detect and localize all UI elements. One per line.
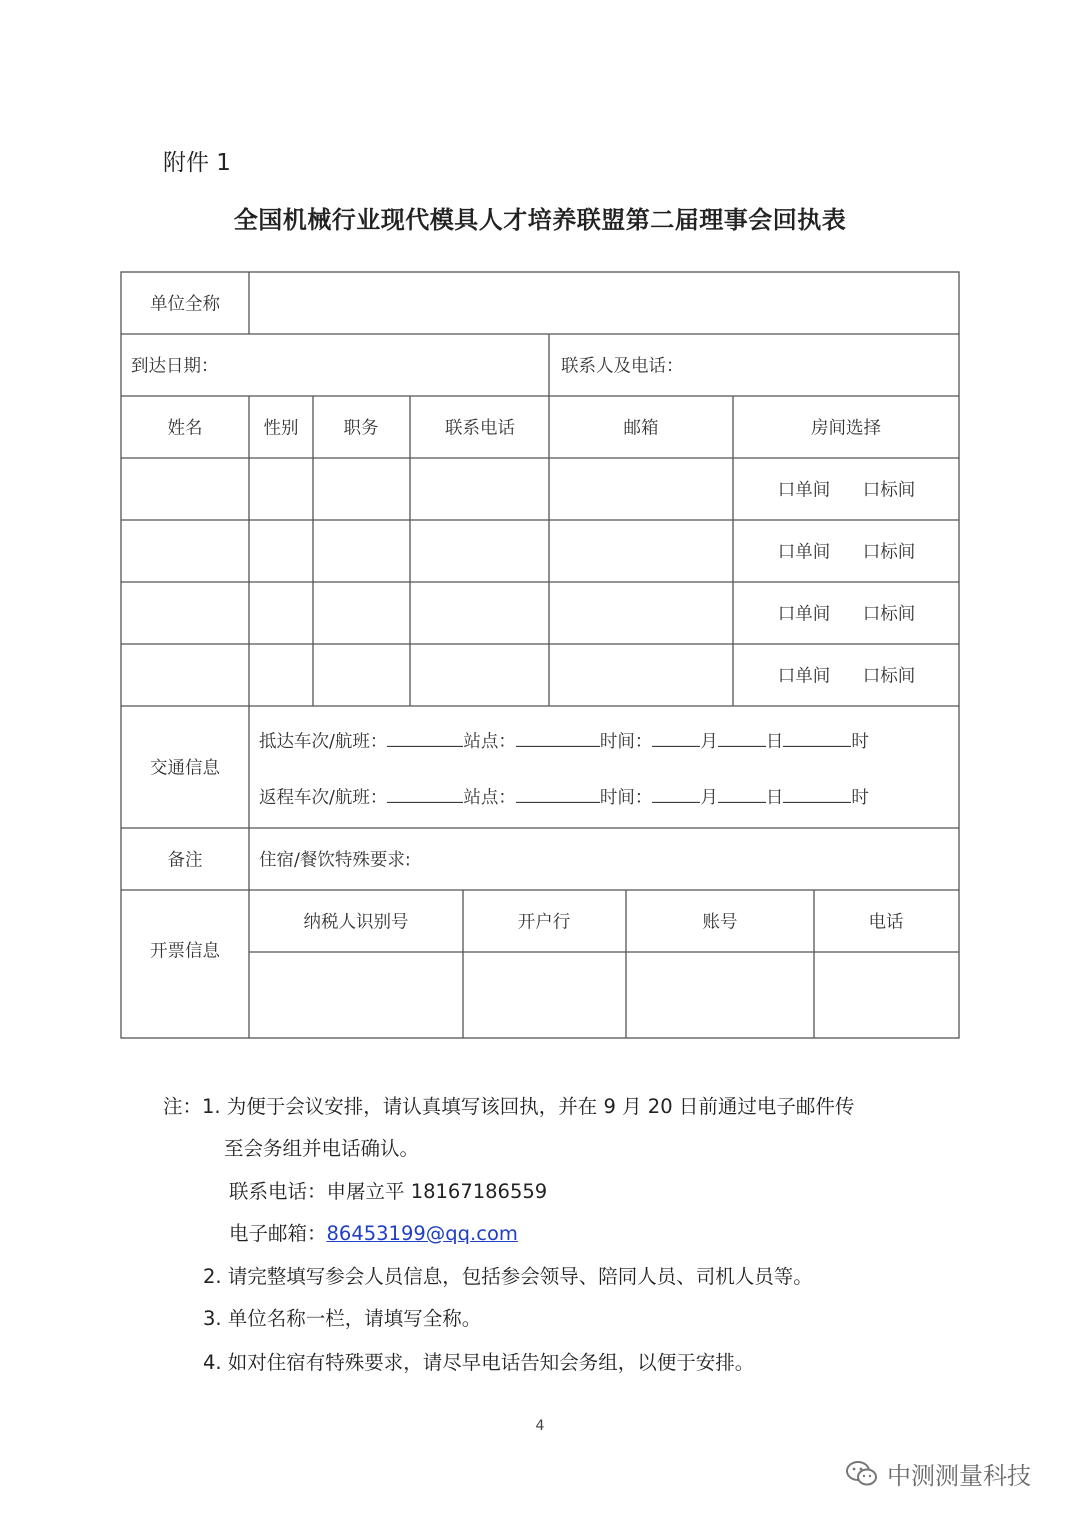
note-3: 3. 单位名称一栏，请填写全称。 [203, 1307, 482, 1330]
transport-label: 交通信息 [150, 758, 220, 779]
room-single-option[interactable]: 口单间 [777, 542, 831, 563]
invoice-col-phone: 电话 [868, 912, 904, 933]
invoice-col-account: 账号 [702, 912, 738, 933]
email-link[interactable]: 86453199@qq.com [326, 1222, 518, 1245]
unit-name-field[interactable] [252, 276, 956, 331]
invoice-col-bank: 开户行 [517, 912, 571, 933]
attachment-label: 附件 1 [163, 150, 231, 176]
wechat-icon [845, 1460, 879, 1488]
arrival-transport-line: 抵达车次/航班： 站点： 时间： 月 日 时 [259, 727, 869, 753]
email-label: 电子邮箱： [229, 1222, 327, 1245]
col-gender: 性别 [263, 418, 299, 439]
return-transport-line: 返程车次/航班： 站点： 时间： 月 日 时 [259, 783, 869, 809]
note-4: 4. 如对住宿有特殊要求，请尽早电话告知会务组，以便于安排。 [203, 1351, 755, 1374]
col-phone: 联系电话 [445, 418, 515, 439]
remarks-label: 备注 [167, 850, 203, 871]
room-single-option[interactable]: 口单间 [777, 666, 831, 687]
col-room: 房间选择 [811, 418, 881, 439]
document-title: 全国机械行业现代模具人才培养联盟第二届理事会回执表 [233, 206, 847, 234]
remarks-text: 住宿/餐饮特殊要求: [259, 850, 411, 871]
contact-label: 联系人及电话： [561, 356, 684, 377]
room-standard-option[interactable]: 口标间 [862, 480, 916, 501]
email-line [229, 1218, 518, 1246]
watermark-text: 中测测量科技 [887, 1462, 1031, 1490]
room-standard-option[interactable]: 口标间 [862, 604, 916, 625]
note-2: 2. 请完整填写参会人员信息，包括参会领导、陪同人员、司机人员等。 [203, 1265, 813, 1288]
col-name: 姓名 [167, 418, 203, 439]
room-standard-option[interactable]: 口标间 [862, 666, 916, 687]
invoice-label: 开票信息 [150, 941, 220, 962]
col-position: 职务 [343, 418, 379, 439]
room-single-option[interactable]: 口单间 [777, 604, 831, 625]
note-1b: 至会务组并电话确认。 [224, 1137, 420, 1160]
unit-name-label: 单位全称 [150, 294, 220, 315]
col-email: 邮箱 [623, 418, 659, 439]
contact-phone-line: 联系电话：申屠立平 18167186559 [229, 1180, 548, 1203]
arrival-date-label: 到达日期： [131, 356, 219, 377]
page-number: 4 [535, 1418, 545, 1434]
room-single-option[interactable]: 口单间 [777, 480, 831, 501]
invoice-col-taxid: 纳税人识别号 [303, 912, 409, 933]
room-standard-option[interactable]: 口标间 [862, 542, 916, 563]
watermark [845, 1456, 1031, 1491]
note-1a: 注：1. 为便于会议安排，请认真填写该回执，并在 9 月 20 日前通过电子邮件传 [163, 1095, 855, 1118]
